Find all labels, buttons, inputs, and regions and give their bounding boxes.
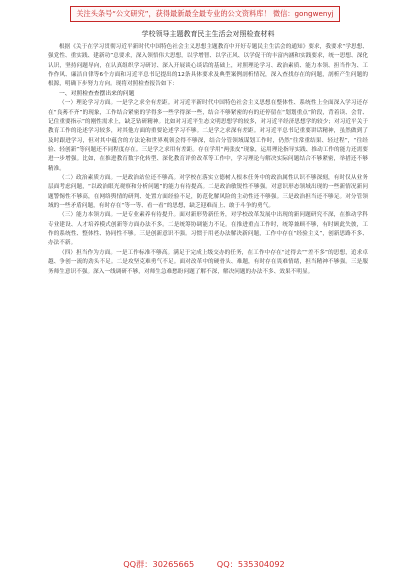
qq-group-text: QQ群：30265665 [123,559,195,569]
qq-text: QQ：535304092 [216,559,285,569]
section-heading: 一、对照检查查摆出来的问题 [59,90,135,97]
promo-banner: 关注头条号“公文研究”，获得最新最全最专业的公文资料库！ 微信：gongwenyj [70,6,340,22]
intro-paragraph: 根据《关于在学习贯彻习近平新时代中国特色社会主义思想主题教育中开好专题民主生活会的通知》要求，我要求“学思想、强党性、重实践、建新功”总要求，深入领悟伟大思想，以学增智、以学正风、以学促干的丰富内涵和实践要求，统一思想、深化认识，坚持问题导向，在认真组织学习研讨、深入开展谈心谈话的基础上，对照理论学习、政治素质、能力本领、担当作为、工作作风、廉洁自律等6个方面和习近平总书记提出的12条具体要求及典型案例剖析情况，深入查找存在的问题，剖析产生问题的根源，明确下步努力方向。现将对照检查报告如下： [48,44,368,88]
body-paragraph: （一）理论学习方面。一是学之求全有差距。对习近平新时代中国特色社会主义思想在整体性、系统性上全面深入学习还存在“良莠不齐”的现象，工作结合紧密的学得多一些学得深一些，结合不够紧密的有的还停留在“划划重点”阶段，背着读、会背、记住重要指示”的刚性需求上，缺乏钻研精神。比如对习近平生态文明思想学的较多，对习近平经济思想学的较少；对习近平关于教育工作的论述学习较多，对其他方面的重要论述学习不够。二是学之求深有差距。对习近平总书记重要讲话精神，虽然做到了及时跟进学习，但对其中蕴含的方法论和世界观领会得不够深，结合分管领域谋划工作时，仍然“往常重结果、轻过程”，“往经验、轻创新”等问题还不同程度存在。三是学之求用有差距。存在学用“两张皮”现象，运用理论指导实践、推动工作的能力还需要进一步增强。比如，在推进教育数字化转型、深化教育评价改革等工作中，学习理论与解决实际问题结合不够紧密，举措还不够精准。 [48,100,368,172]
document-title: 学校领导主题教育民主生活会对照检查材料 [141,30,275,38]
document-body [48,28,368,548]
contact-footer [0,557,408,571]
body-paragraph: （二）政治素质方面。一是政治站位还不够高。对学校在落实立德树人根本任务中的政治属性认识不够深刻，有时仅从业务层面考虑问题，“以政治眼光观察和分析问题”的能力有待提高。二是政治敏锐性不够强。对意识形态领域出现的一些新情况新问题警惕性不够高，在网络舆情的研判、处置方面经验不足，防范化解风险的主动性还不够强。三是政治担当还不够足。对分管领域的一些矛盾问题，有时存在“等一等、看一看”的思想，缺乏迎难而上、敢于斗争的勇气。 [48,175,368,210]
body-paragraph: （四）担当作为方面。一是工作标准不够高。满足于完成上级交办的任务，在工作中存在“过得去”“差不多”的思想，追求卓越、争创一流的劲头不足。二是攻坚克难勇气不足。面对改革中的硬骨头、难题，有时存在畏难情绪，担当精神不够强。三是服务师生意识不强。深入一线调研不够，对师生急难愁盼问题了解不深，解决问题的办法不多、效果不明显。 [48,249,368,275]
body-paragraph: （三）能力本领方面。一是专业素养有待提升。面对新形势新任务，对学校改革发展中出现的新问题研究不深，在推动学科专业建设、人才培养模式创新等方面办法不多。二是统筹协调能力不足。在推进重点工作时，统筹兼顾不够，有时顾此失彼，工作的系统性、整体性、协同性不够。三是创新意识不强。习惯于用老办法解决新问题，工作中存在“经验主义”，创新思路不多、办法不新。 [48,212,368,247]
